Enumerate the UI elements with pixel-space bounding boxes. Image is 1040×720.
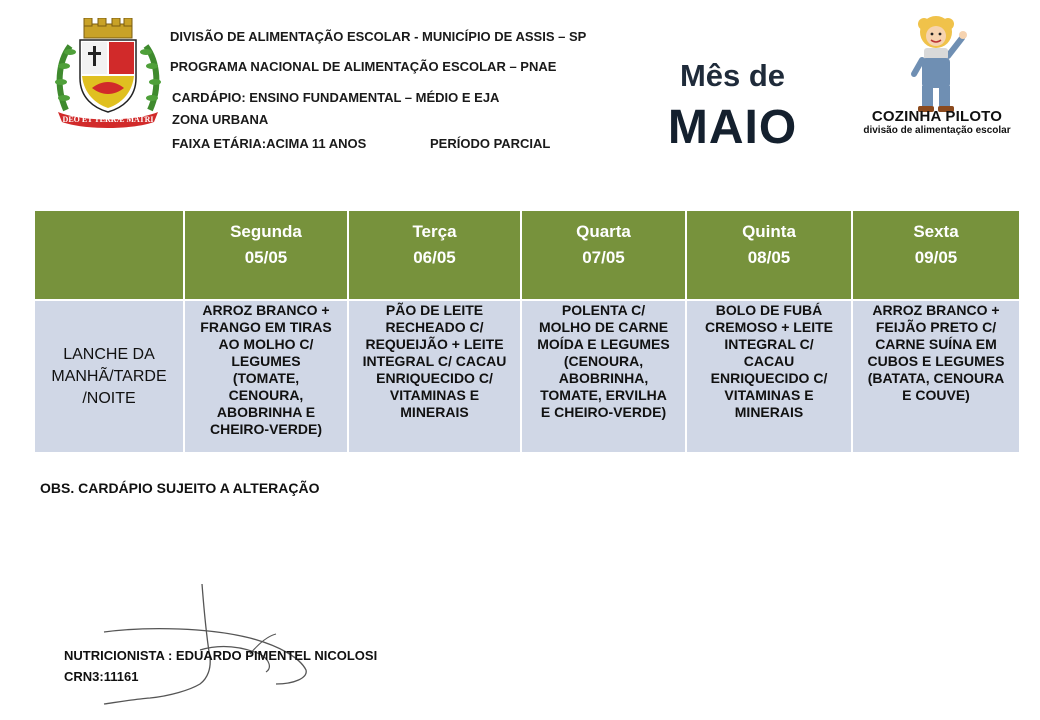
day-header-tuesday <box>348 210 521 300</box>
header-empty-cell <box>34 210 184 300</box>
date-label: 06/05 <box>413 248 456 267</box>
observation-note: OBS. CARDÁPIO SUJEITO A ALTERAÇÃO <box>40 480 320 496</box>
meal-cell-friday: ARROZ BRANCO + FEIJÃO PRETO C/ CARNE SUÍNA EM CUBOS E LEGUMES (BATATA, CENOURA E COUVE) <box>852 300 1020 453</box>
meal-cell-wednesday: POLENTA C/ MOLHO DE CARNE MOÍDA E LEGUMES (CENOURA, ABOBRINHA, TOMATE, ERVILHA E CHEIRO-VERDE) <box>521 300 686 453</box>
header-periodo: PERÍODO PARCIAL <box>430 136 551 151</box>
meal-cell-thursday: BOLO DE FUBÁ CREMOSO + LEITE INTEGRAL C/ CACAU ENRIQUECIDO C/ VITAMINAS E MINERAIS <box>686 300 852 453</box>
date-label: 09/05 <box>914 248 958 267</box>
nutritionist-crn: CRN3:11161 <box>64 669 139 684</box>
nutritionist-block <box>64 645 377 687</box>
table-row <box>34 300 1020 453</box>
day-header-friday <box>852 210 1020 300</box>
table-header-row <box>34 210 1020 300</box>
municipal-coat-of-arms-icon <box>52 18 164 128</box>
header-line-zona: ZONA URBANA <box>172 112 269 127</box>
day-header-wednesday <box>521 210 686 300</box>
date-label: 05/05 <box>244 248 288 267</box>
brand-subtitle: divisão de alimentação escolar <box>863 125 1011 136</box>
date-label: 08/05 <box>747 248 791 267</box>
header-line-faixa: FAIXA ETÁRIA:ACIMA 11 ANOS <box>172 136 367 151</box>
brand-name: COZINHA PILOTO <box>871 108 1003 125</box>
date-label: 07/05 <box>582 248 625 267</box>
weekday-label: Quinta <box>742 222 796 241</box>
day-header-monday <box>184 210 348 300</box>
meal-row-label: LANCHE DA MANHÃ/TARDE /NOITE <box>34 300 184 453</box>
weekday-label: Terça <box>412 222 457 241</box>
child-chef-mascot-icon <box>906 12 970 114</box>
menu-table <box>33 209 1021 454</box>
header-line-program: PROGRAMA NACIONAL DE ALIMENTAÇÃO ESCOLAR – PNAE <box>170 59 557 74</box>
weekday-label: Segunda <box>230 222 302 241</box>
day-header-thursday <box>686 210 852 300</box>
header-line-division: DIVISÃO DE ALIMENTAÇÃO ESCOLAR - MUNICÍPIO DE ASSIS – SP <box>170 29 587 44</box>
meal-cell-monday: ARROZ BRANCO + FRANGO EM TIRAS AO MOLHO C/ LEGUMES (TOMATE, CENOURA, ABOBRINHA E CHEIRO-VERDE) <box>184 300 348 453</box>
weekday-label: Quarta <box>576 222 631 241</box>
meal-cell-tuesday: PÃO DE LEITE RECHEADO C/ REQUEIJÃO + LEITE INTEGRAL C/ CACAU ENRIQUECIDO C/ VITAMINAS E MINERAIS <box>348 300 521 453</box>
crest-motto: DEO ET TERRÆ MATRI <box>62 115 154 124</box>
brand-block <box>862 108 1012 136</box>
nutritionist-name: NUTRICIONISTA : EDUARDO PIMENTEL NICOLOSI <box>64 648 378 663</box>
weekday-label: Sexta <box>913 222 959 241</box>
month-name: MAIO <box>667 101 798 154</box>
header-line-cardapio: CARDÁPIO: ENSINO FUNDAMENTAL – MÉDIO E EJA <box>172 90 500 105</box>
month-label: Mês de <box>679 58 786 93</box>
